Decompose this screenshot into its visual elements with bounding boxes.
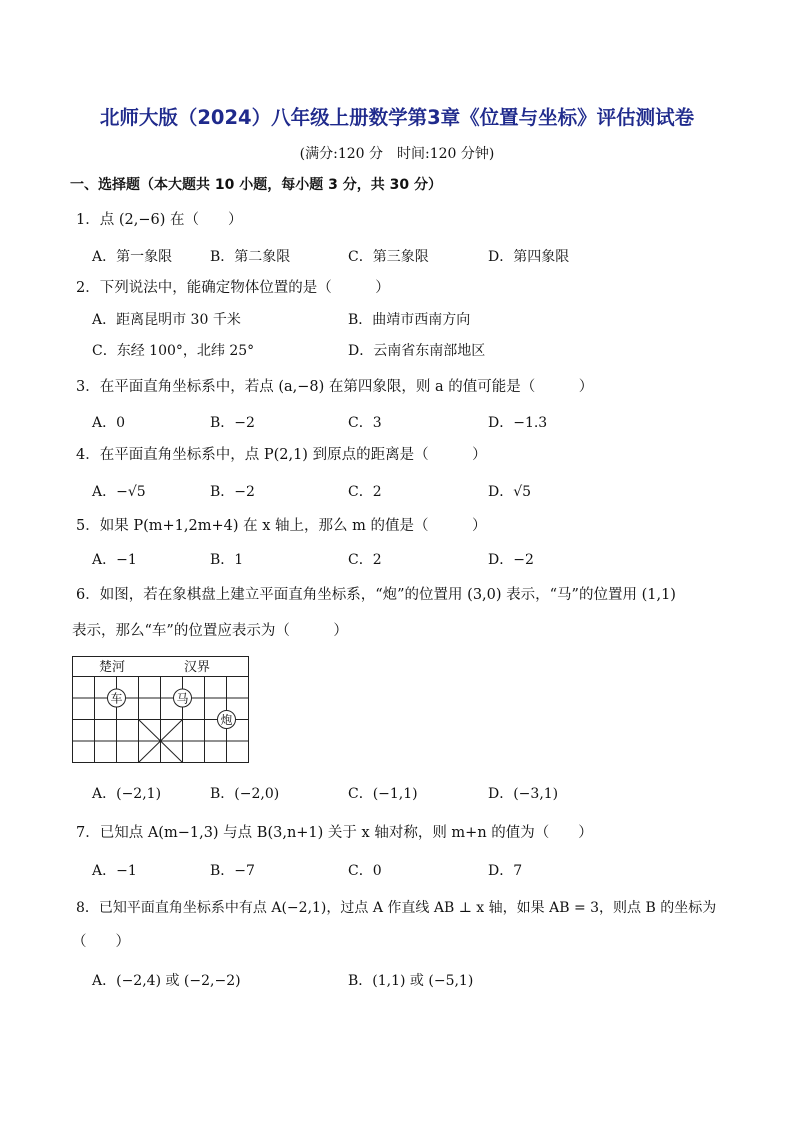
q8-option-a: A．(−2,4) 或 (−2,−2) xyxy=(92,973,241,989)
river-label-right: 汉界 xyxy=(184,660,211,675)
question-4-stem: 4．在平面直角坐标系中，点 P(2,1) 到原点的距离是（ ） xyxy=(76,447,487,463)
q3-option-a: A．0 xyxy=(92,415,126,431)
question-5-stem: 5．如果 P(m+1,2m+4) 在 x 轴上，那么 m 的值是（ ） xyxy=(76,518,487,534)
chess-piece-pao xyxy=(218,711,236,729)
q2-option-b: B．曲靖市西南方向 xyxy=(348,312,471,328)
q1-option-a: A．第一象限 xyxy=(92,249,173,265)
q3-option-d: D．−1.3 xyxy=(488,415,548,431)
piece-label-pao: 炮 xyxy=(220,713,233,727)
q4-option-b: B．−2 xyxy=(210,484,255,500)
q3-option-c: C．3 xyxy=(348,415,382,431)
q2-option-c: C．东经 100°，北纬 25° xyxy=(92,343,255,359)
q2-option-d: D．云南省东南部地区 xyxy=(348,343,486,359)
page-title: 北师大版（2024）八年级上册数学第3章《位置与坐标》评估测试卷 xyxy=(99,106,695,129)
q7-option-b: B．−7 xyxy=(210,863,255,879)
q6-option-b: B．(−2,0) xyxy=(210,786,280,802)
q6-option-d: D．(−3,1) xyxy=(488,786,559,802)
q4-option-c: C．2 xyxy=(348,484,382,500)
q5-option-c: C．2 xyxy=(348,552,382,568)
question-6-stem-line1: 6．如图，若在象棋盘上建立平面直角坐标系，“炮”的位置用 (3,0) 表示，“马”的位置用 (1,1) xyxy=(76,587,676,603)
q1-option-d: D．第四象限 xyxy=(488,249,570,265)
piece-label-che: 车 xyxy=(110,691,123,706)
q5-option-a: A．−1 xyxy=(92,552,137,568)
question-8-stem-line2: （ ） xyxy=(72,934,130,950)
q1-option-b: B．第二象限 xyxy=(210,249,291,265)
q6-option-a: A．(−2,1) xyxy=(92,786,162,802)
chess-piece-ma xyxy=(174,689,192,707)
question-6-stem-line2: 表示，那么“车”的位置应表示为（ ） xyxy=(72,623,348,639)
piece-label-ma: 马 xyxy=(176,691,189,706)
q5-option-b: B．1 xyxy=(210,552,244,568)
q5-option-d: D．−2 xyxy=(488,552,534,568)
q6-option-c: C．(−1,1) xyxy=(348,786,418,802)
chess-board-figure xyxy=(72,656,250,764)
question-2-stem: 2．下列说法中，能确定物体位置的是（ ） xyxy=(76,280,390,296)
q1-option-c: C．第三象限 xyxy=(348,249,429,265)
q4-option-d: D．√5 xyxy=(488,484,532,500)
q7-option-c: C．0 xyxy=(348,863,382,879)
q3-option-b: B．−2 xyxy=(210,415,255,431)
question-1-stem: 1．点 (2,−6) 在（ ） xyxy=(76,212,243,228)
q7-option-d: D．7 xyxy=(488,863,523,879)
river-label-left: 楚河 xyxy=(99,660,126,675)
page-subtitle: (满分:120 分 时间:120 分钟) xyxy=(299,146,495,162)
chess-piece-che xyxy=(108,689,126,707)
question-3-stem: 3．在平面直角坐标系中，若点 (a,−8) 在第四象限，则 a 的值可能是（ ） xyxy=(76,379,594,395)
q7-option-a: A．−1 xyxy=(92,863,137,879)
section-heading: 一、选择题（本大题共 10 小题，每小题 3 分，共 30 分） xyxy=(70,177,442,193)
q8-option-b: B．(1,1) 或 (−5,1) xyxy=(348,973,474,989)
q2-option-a: A．距离昆明市 30 千米 xyxy=(92,312,241,328)
question-8-stem-line1: 8．已知平面直角坐标系中有点 A(−2,1)，过点 A 作直线 AB ⊥ x 轴，如果 AB = 3，则点 B 的坐标为 xyxy=(76,900,717,916)
question-7-stem: 7．已知点 A(m−1,3) 与点 B(3,n+1) 关于 x 轴对称，则 m+n 的值为（ ） xyxy=(76,825,593,841)
q4-option-a: A．−√5 xyxy=(92,484,146,500)
